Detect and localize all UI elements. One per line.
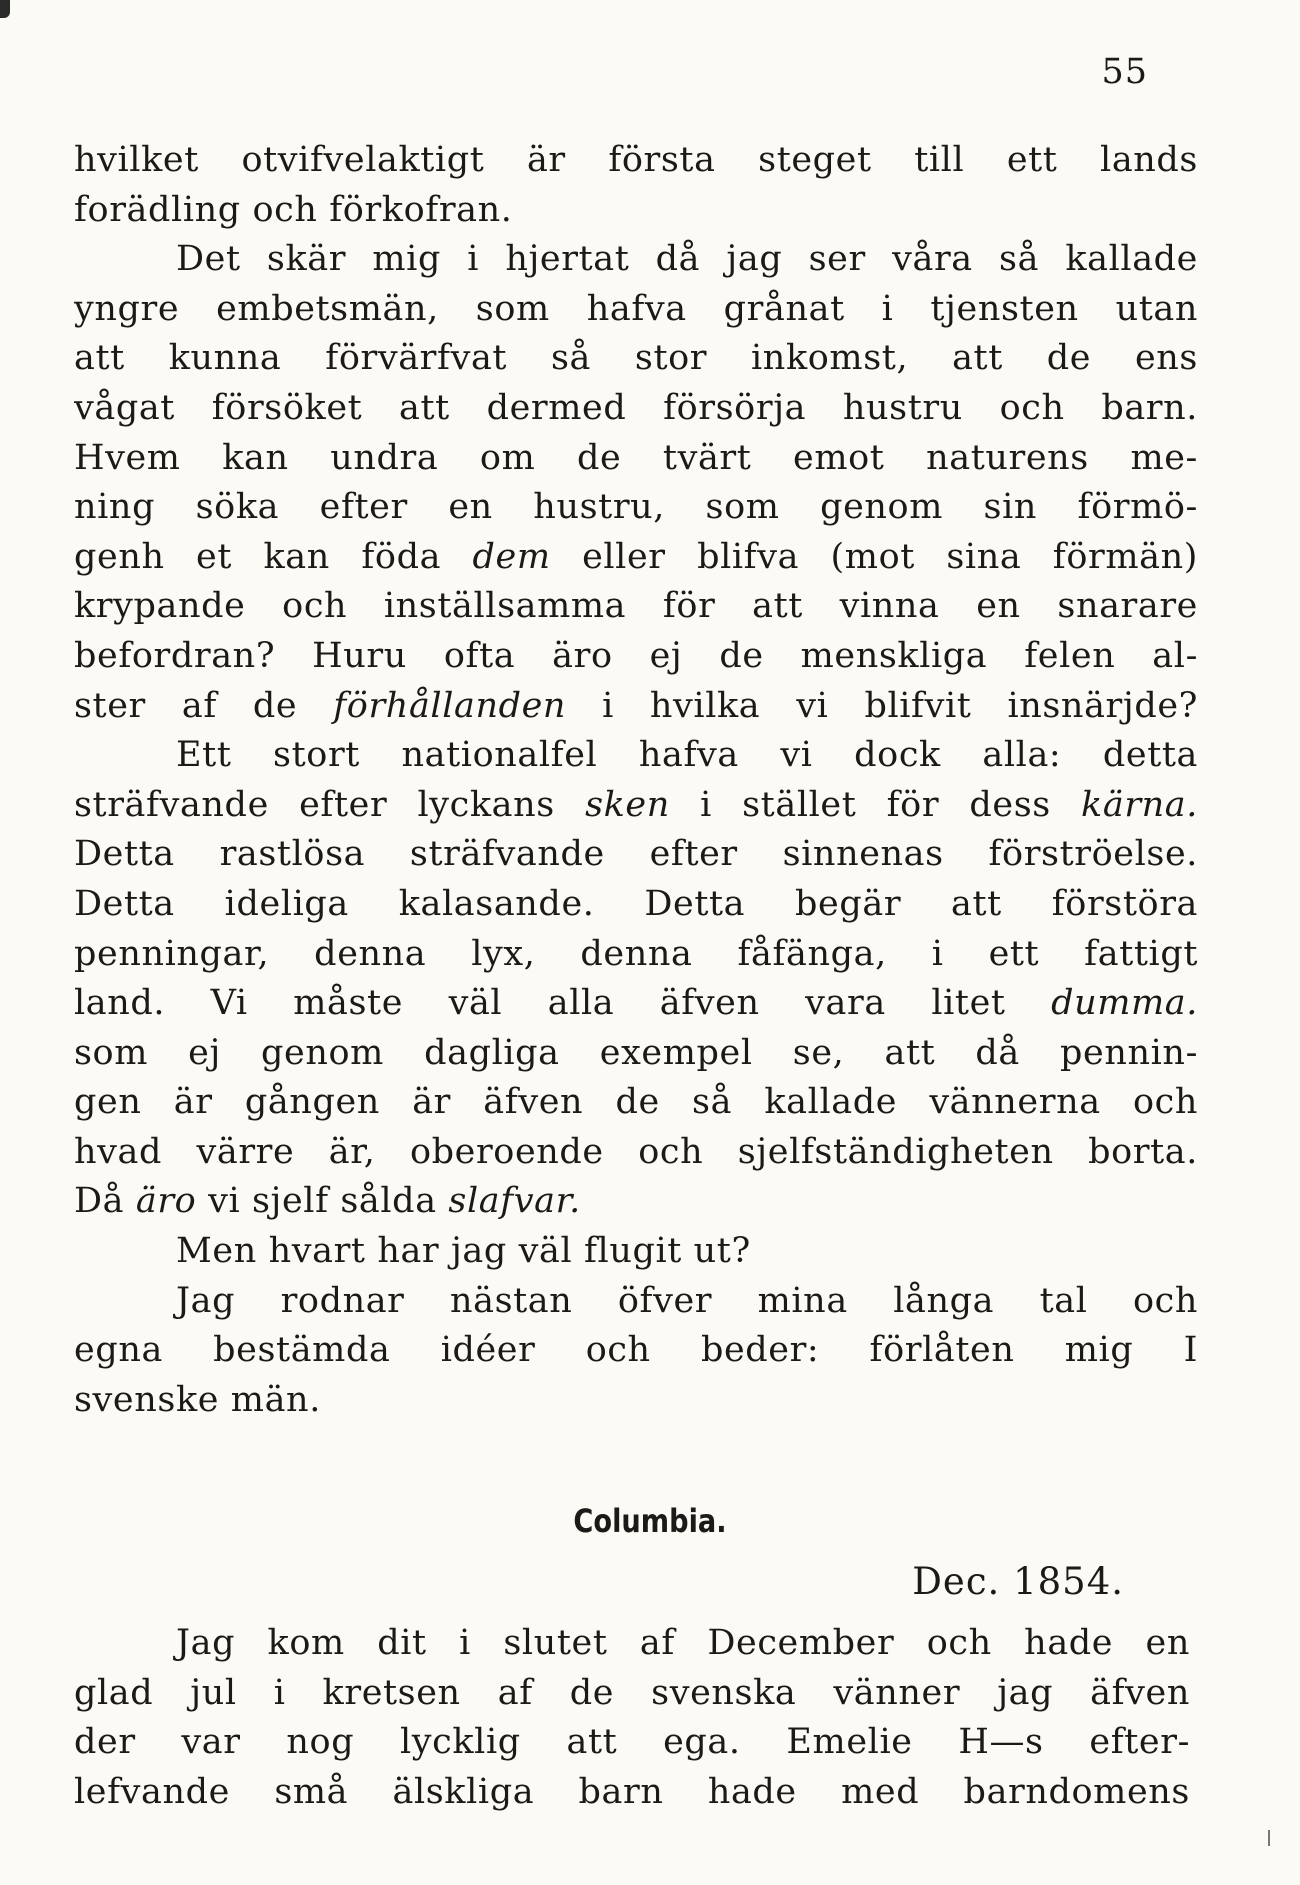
text-line (74, 1227, 1198, 1277)
text-segment: svenske män. (74, 1379, 321, 1420)
text-segment: ning söka efter en hustru, som genom sin förmö- (74, 487, 1198, 528)
text-segment: yngre embetsmän, som hafva grånat i tjensten utan (74, 288, 1198, 329)
text-segment: land. Vi måste väl alla äfven vara litet (74, 983, 1052, 1024)
text-line (74, 1128, 1198, 1178)
text-line (74, 136, 1198, 186)
text-line (74, 731, 1198, 781)
body-text-passage-2 (74, 1619, 1190, 1817)
text-line (74, 979, 1198, 1029)
text-line (74, 1078, 1198, 1128)
text-segment: hvilket otvifvelaktigt är första steget till ett lands (74, 140, 1198, 180)
text-segment: gen är gången är äfven de så kallade vännerna och (74, 1082, 1198, 1123)
text-line (74, 533, 1198, 583)
text-segment: Detta rastlösa sträfvande efter sinnenas förströelse. (74, 834, 1198, 875)
text-line (74, 1376, 1198, 1426)
text-segment: Jag rodnar nästan öfver mina långa tal och (176, 1280, 1198, 1321)
text-line (74, 880, 1198, 930)
scan-corner-mark (0, 0, 10, 18)
text-segment: Detta ideliga kalasande. Detta begär att förstöra (74, 883, 1198, 924)
text-segment: som ej genom dagliga exempel se, att då pennin- (74, 1032, 1198, 1073)
italic-text: sken (585, 784, 670, 825)
text-line (74, 1768, 1190, 1818)
italic-text: dem (472, 536, 551, 577)
text-segment: Ett stort nationalfel hafva vi dock alla: detta (176, 735, 1198, 776)
text-segment: egna bestämda idéer och beder: förlåten mig I (74, 1330, 1198, 1371)
text-line (74, 483, 1198, 533)
text-line (74, 930, 1198, 980)
text-line (74, 186, 1198, 236)
text-line (74, 334, 1198, 384)
text-line (74, 384, 1198, 434)
text-segment: forädling och förkofran. (74, 189, 513, 230)
text-segment: i stället för dess (669, 784, 1082, 825)
text-segment: i hvilka vi blifvit insnärjde? (566, 685, 1198, 726)
text-line (74, 582, 1198, 632)
text-segment: vågat försöket att dermed försörja hustru och barn. (74, 387, 1198, 428)
italic-text: slafvar. (448, 1181, 581, 1222)
italic-text: kärna. (1081, 784, 1198, 825)
text-line (74, 1669, 1190, 1719)
text-line (74, 285, 1198, 335)
text-segment: genh et kan föda (74, 536, 473, 577)
scan-artifact-mark (1268, 1830, 1270, 1846)
text-segment: glad jul i kretsen af de svenska vänner jag äfven (74, 1672, 1190, 1713)
text-segment: Det skär mig i hjertat då jag ser våra så kallade (176, 239, 1198, 280)
text-line (74, 1029, 1198, 1079)
text-line (74, 1177, 1198, 1227)
text-segment: sträfvande efter lyckans (74, 784, 586, 825)
page-number: 55 (1101, 52, 1148, 92)
text-segment: Hvem kan undra om de tvärt emot naturens me- (74, 437, 1198, 478)
body-text-passage-1 (74, 136, 1198, 1425)
section-date: Dec. 1854. (912, 1560, 1124, 1603)
italic-text: äro (135, 1181, 197, 1222)
text-line (74, 1619, 1190, 1669)
text-line (74, 632, 1198, 682)
text-segment: vi sjelf sålda (196, 1181, 449, 1222)
text-segment: befordran? Huru ofta äro ej de menskliga felen al- (74, 635, 1198, 676)
text-line (74, 1326, 1198, 1376)
text-segment: Men hvart har jag väl flugit ut? (176, 1231, 751, 1272)
text-line (74, 1277, 1198, 1327)
section-heading: Columbia. (573, 1502, 727, 1540)
text-line (74, 682, 1198, 732)
text-line (74, 781, 1198, 831)
text-segment: penningar, denna lyx, denna fåfänga, i ett fattigt (74, 933, 1198, 974)
text-segment: krypande och inställsamma för att vinna en snarare (74, 586, 1198, 627)
text-segment: Då (74, 1181, 136, 1222)
text-segment: eller blifva (mot sina förmän) (550, 536, 1198, 577)
text-segment: hvad värre är, oberoende och sjelfständigheten borta. (74, 1131, 1198, 1172)
text-line (74, 830, 1198, 880)
text-segment: att kunna förvärfvat så stor inkomst, att de ens (74, 338, 1198, 379)
text-line (74, 235, 1198, 285)
italic-text: dumma. (1051, 983, 1198, 1024)
italic-text: förhållanden (333, 685, 567, 726)
text-segment: der var nog lycklig att ega. Emelie H—s efter- (74, 1722, 1190, 1763)
text-segment: ster af de (74, 685, 334, 726)
text-line (74, 434, 1198, 484)
text-segment: Jag kom dit i slutet af December och hade en (176, 1623, 1190, 1663)
text-line (74, 1718, 1190, 1768)
text-segment: lefvande små älskliga barn hade med barndomens (74, 1771, 1190, 1812)
